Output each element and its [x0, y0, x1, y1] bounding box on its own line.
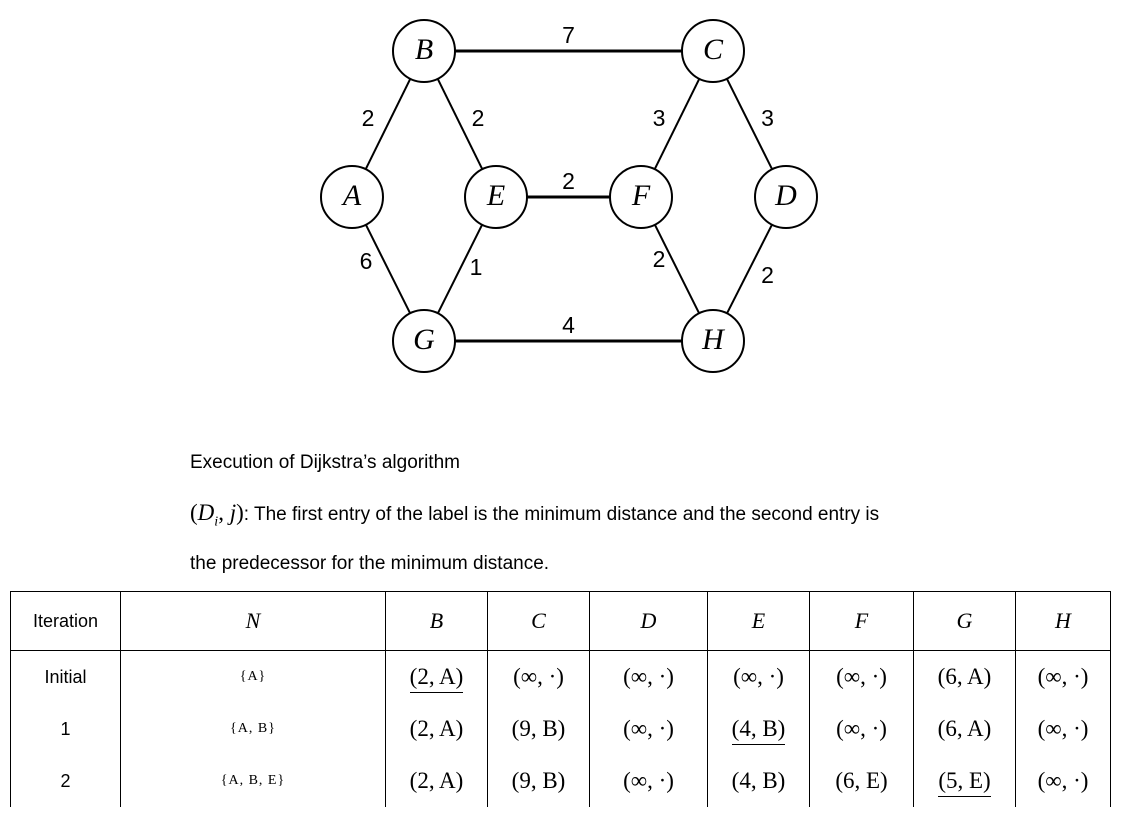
header-g: G [914, 592, 1016, 651]
node-label: B [414, 32, 434, 66]
label-cell-d: (∞, ·) [590, 703, 708, 755]
label-cell-g: (6, A) [914, 703, 1016, 755]
node-f [610, 166, 672, 228]
label-cell-b: (2, A) [386, 703, 488, 755]
iteration-cell: Initial [11, 651, 121, 704]
node-c [682, 20, 744, 82]
node-label: H [702, 322, 724, 356]
header-f: F [810, 592, 914, 651]
header-b: B [386, 592, 488, 651]
label-cell-e: (∞, ·) [708, 651, 810, 704]
section-title: Execution of Dijkstra’s algorithm [190, 452, 460, 473]
table-header-row [11, 592, 1111, 651]
header-n: N [121, 592, 386, 651]
label-cell-c: (9, B) [488, 755, 590, 807]
header-e: E [708, 592, 810, 651]
label-cell-g: (5, E) [914, 755, 1016, 807]
node-a [321, 166, 383, 228]
label-cell-e: (4, B) [708, 703, 810, 755]
label-cell-d: (∞, ·) [590, 755, 708, 807]
edge-weight-c-d: 3 [761, 105, 774, 132]
edge-weight-f-c: 3 [652, 105, 666, 132]
table-body [11, 651, 1111, 808]
edge-weight-h-d: 2 [761, 262, 774, 289]
table-row [11, 651, 1111, 704]
header-c: C [488, 592, 590, 651]
edge-weight-g-h: 4 [562, 312, 575, 339]
label-description-text: : The first entry of the label is the minimum distance and the second entry is [243, 504, 880, 525]
visited-set-cell: {A, B, E} [121, 755, 386, 807]
edge-weight-e-f: 2 [562, 168, 575, 195]
node-label: D [775, 178, 797, 212]
label-cell-h: (∞, ·) [1016, 703, 1111, 755]
node-h [682, 310, 744, 372]
label-cell-f: (∞, ·) [810, 651, 914, 704]
iteration-cell: 1 [11, 703, 121, 755]
edge-weight-b-e: 2 [471, 105, 485, 132]
graph-edges [366, 51, 772, 341]
label-cell-e: (4, B) [708, 755, 810, 807]
iteration-cell: 2 [11, 755, 121, 807]
label-cell-b: (2, A) [386, 651, 488, 704]
node-e [465, 166, 527, 228]
node-g [393, 310, 455, 372]
header-d: D [590, 592, 708, 651]
node-b [393, 20, 455, 82]
node-label: F [631, 178, 651, 212]
node-label: C [702, 32, 724, 66]
label-cell-h: (∞, ·) [1016, 755, 1111, 807]
node-d [755, 166, 817, 228]
edge-weight-b-c: 7 [562, 22, 575, 49]
node-label: A [342, 178, 362, 212]
edge-weight-a-b: 2 [361, 105, 375, 132]
node-label: G [413, 322, 435, 356]
table-row [11, 703, 1111, 755]
header-iteration: Iteration [11, 592, 121, 651]
node-label: E [486, 178, 506, 212]
label-cell-c: (∞, ·) [488, 651, 590, 704]
header-h: H [1016, 592, 1111, 651]
label-cell-f: (6, E) [810, 755, 914, 807]
table-row [11, 755, 1111, 807]
label-description [190, 500, 879, 531]
dijkstra-table [10, 591, 1111, 807]
visited-set-cell: {A, B} [121, 703, 386, 755]
label-cell-g: (6, A) [914, 651, 1016, 704]
label-cell-d: (∞, ·) [590, 651, 708, 704]
label-cell-b: (2, A) [386, 755, 488, 807]
edge-weight-g-e: 1 [469, 254, 483, 281]
edge-a-g [366, 225, 410, 314]
visited-set-cell: {A} [121, 651, 386, 704]
label-description-continued: the predecessor for the minimum distance. [190, 553, 550, 574]
label-notation: ($D_i$, j) [190, 500, 244, 530]
label-cell-h: (∞, ·) [1016, 651, 1111, 704]
label-cell-c: (9, B) [488, 703, 590, 755]
edge-weight-f-h: 2 [652, 246, 666, 273]
label-cell-f: (∞, ·) [810, 703, 914, 755]
edge-weight-a-g: 6 [359, 248, 373, 275]
